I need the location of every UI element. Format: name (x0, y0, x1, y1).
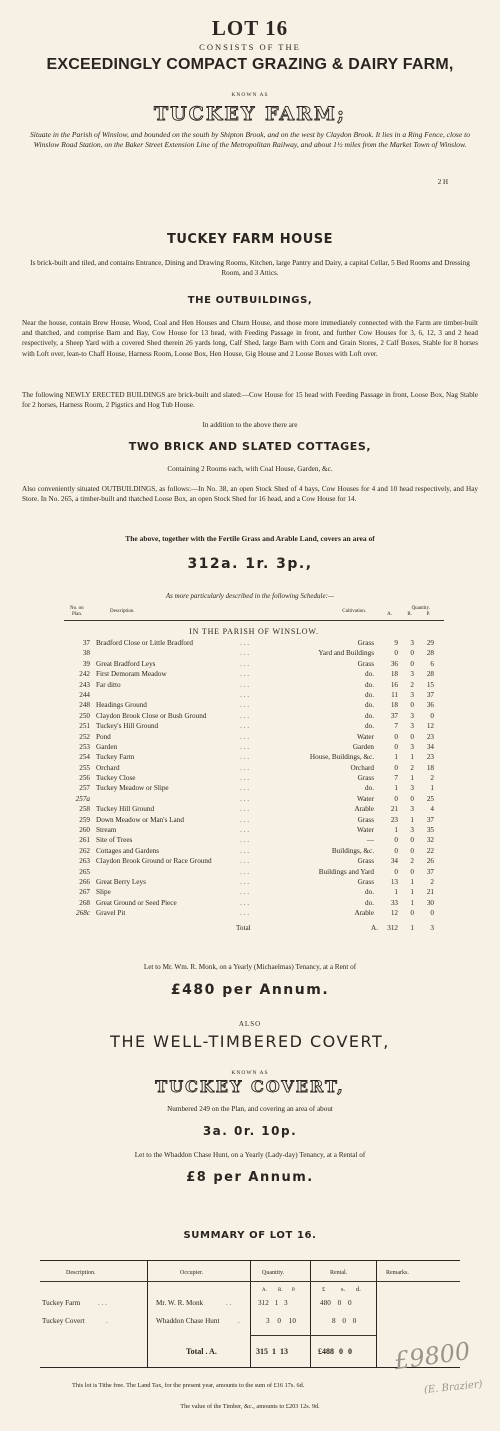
cultivation: do. (365, 888, 374, 897)
quantity-perches: 25 (426, 794, 434, 803)
quantity-roods: 1 (410, 753, 414, 762)
field-description: Site of Trees (96, 836, 133, 845)
plan-number: 255 (79, 763, 90, 772)
header-r: R. (407, 612, 412, 617)
dot-leader: . . . (240, 898, 249, 907)
cultivation: do. (365, 898, 374, 907)
sum-sub-d: d. (356, 1286, 361, 1293)
dot-leader: . . . (240, 649, 249, 658)
sum-sub-a: A. (262, 1288, 267, 1293)
covert-area: 3a. 0r. 10p. (202, 1124, 298, 1138)
quantity-roods: 3 (410, 784, 414, 793)
quantity-acres: 13 (390, 877, 398, 886)
total-area: 312a. 1r. 3p., (187, 556, 313, 572)
dot-leader: . . . (240, 805, 249, 814)
cultivation: Grass (357, 877, 374, 886)
schedule-row (64, 752, 444, 762)
sum-header-remarks: Remarks. (386, 1270, 409, 1276)
dot-leader: . . . (240, 690, 249, 699)
col-divider (310, 1261, 311, 1367)
schedule-header-rule (64, 620, 444, 621)
cultivation: Arable (354, 909, 374, 918)
sum-total-label: Total . A. (186, 1347, 217, 1356)
quantity-perches: 23 (426, 732, 434, 741)
also-outbuildings-text: Also conveniently situated OUTBUILDINGS, as follows:—In No. 38, an open Stock Shed of 4 bays, Cow Houses for 4 and 10 head respectively, and Hay Store. In No. 265, a timber-built and thatched Loose Box, an open Stock Shed for 16 head, and a Cow House for 14. (22, 485, 478, 504)
quantity-perches: 0 (430, 909, 434, 918)
farmhouse-text: Is brick-built and tiled, and contains Entrance, Dining and Drawing Rooms, Kitchen, large Pantry and Dairy, a capital Cellar, 5 Bed Rooms and Dressing Room, and 3 Attics. (30, 259, 470, 278)
page-mark: 2 H (437, 178, 448, 186)
sum-header-rental: Rental. (330, 1270, 348, 1276)
quantity-acres: 0 (394, 742, 398, 751)
schedule-row (64, 732, 444, 742)
dot-leader: . . . (98, 1299, 107, 1307)
header-cultivation: Cultivation. (342, 609, 366, 614)
known-as-label: KNOWN AS (231, 92, 269, 98)
plan-number: 263 (79, 857, 90, 866)
schedule-intro: As more particularly described in the following Schedule:— (165, 592, 335, 600)
dot-leader: . . . (240, 670, 249, 679)
quantity-perches: 37 (426, 815, 434, 824)
col-divider (250, 1261, 251, 1367)
quantity-roods: 1 (410, 815, 414, 824)
field-description: Slipe (96, 888, 111, 897)
sum-total-rental: £488 0 0 (318, 1347, 352, 1356)
dot-leader: . . . (240, 774, 249, 783)
total-a: 312 (387, 923, 398, 932)
header-description: Description. (110, 609, 135, 614)
schedule-row (64, 887, 444, 897)
plan-number: 266 (79, 877, 90, 886)
covert-known-as: KNOWN AS (231, 1070, 269, 1076)
quantity-roods: 1 (410, 774, 414, 783)
header-p: P. (426, 612, 430, 617)
plan-number: 251 (79, 722, 90, 731)
summary-subtotal-rule (250, 1335, 376, 1336)
quantity-roods: 3 (410, 805, 414, 814)
outbuildings-title: THE OUTBUILDINGS, (187, 295, 313, 306)
dot-leader: . . . (240, 784, 249, 793)
quantity-perches: 28 (426, 670, 434, 679)
dot-leader: . . . (240, 857, 249, 866)
cultivation: do. (365, 722, 374, 731)
schedule-row (64, 815, 444, 825)
quantity-perches: 35 (426, 826, 434, 835)
quantity-roods: 3 (410, 639, 414, 647)
quantity-acres: 1 (394, 753, 398, 762)
quantity-roods: 3 (410, 722, 414, 731)
quantity-perches: 30 (426, 898, 434, 907)
plan-number: 243 (79, 680, 90, 689)
cultivation: Grass (357, 857, 374, 866)
quantity-roods: 2 (410, 857, 414, 866)
quantity-perches: 6 (430, 659, 434, 668)
schedule-row (64, 690, 444, 700)
summary-title: SUMMARY OF LOT 16. (183, 1230, 317, 1241)
farm-name: TUCKEY FARM; (154, 103, 346, 125)
addition-text: In addition to the above there are (202, 421, 298, 429)
quantity-roods: 2 (410, 763, 414, 772)
sum-sub-p: P. (292, 1288, 296, 1293)
header-quantity: Quantity. (411, 606, 430, 611)
covert-let-text: Let to the Whaddon Chase Hunt, on a Yearly (Lady-day) Tenancy, at a Rental of (134, 1151, 366, 1159)
quantity-roods: 2 (410, 680, 414, 689)
field-description: Orchard (96, 763, 120, 772)
field-description: Great Bradford Leys (96, 659, 156, 668)
plan-number: 257a (75, 794, 90, 803)
cultivation: Buildings and Yard (318, 867, 374, 876)
plan-number: 257 (79, 784, 90, 793)
sum-row2-desc: Tuckey Covert (42, 1317, 85, 1325)
field-description: Stream (96, 826, 117, 835)
quantity-roods: 1 (410, 898, 414, 907)
cultivation: House, Buildings, &c. (309, 753, 374, 762)
schedule-total-row (64, 922, 444, 934)
cultivation: do. (365, 701, 374, 710)
field-description: Tuckey Meadow or Slipe (96, 784, 169, 793)
dot-leader: . . . (240, 711, 249, 720)
header-no-line1: No. on (70, 606, 84, 611)
header-a: A. (387, 612, 392, 617)
quantity-roods: 0 (410, 649, 414, 658)
total-label: Total (236, 923, 251, 932)
quantity-perches: 18 (426, 763, 434, 772)
field-description: Great Berry Leys (96, 877, 146, 886)
quantity-perches: 2 (430, 774, 434, 783)
col-divider (147, 1261, 148, 1367)
dot-leader: . . (226, 1299, 232, 1307)
schedule-row (64, 773, 444, 783)
quantity-perches: 12 (426, 722, 434, 731)
cultivation: do. (365, 690, 374, 699)
quantity-roods: 3 (410, 711, 414, 720)
quantity-roods: 0 (410, 732, 414, 741)
plan-number: 261 (79, 836, 90, 845)
schedule-rows (64, 638, 444, 919)
quantity-acres: 7 (394, 722, 398, 731)
covert-text: Numbered 249 on the Plan, and covering an area of about (167, 1105, 333, 1113)
plan-number: 268 (79, 898, 90, 907)
dot-leader: . . . (240, 680, 249, 689)
quantity-acres: 0 (394, 763, 398, 772)
schedule-row (64, 877, 444, 887)
field-description: Far ditto (96, 680, 121, 689)
schedule-row (64, 835, 444, 845)
quantity-perches: 23 (426, 753, 434, 762)
plan-number: 250 (79, 711, 90, 720)
dot-leader: . (238, 1317, 240, 1325)
field-description: Gravel Pit (96, 909, 126, 918)
sum-sub-r: R. (278, 1288, 283, 1293)
cultivation: Orchard (350, 763, 374, 772)
quantity-roods: 3 (410, 742, 414, 751)
total-r: 1 (410, 923, 414, 932)
quantity-acres: 33 (390, 898, 398, 907)
quantity-roods: 1 (410, 888, 414, 897)
quantity-perches: 37 (426, 867, 434, 876)
schedule-row (64, 669, 444, 679)
parish-heading: IN THE PARISH OF WINSLOW. (189, 627, 319, 636)
quantity-acres: 0 (394, 649, 398, 658)
quantity-roods: 0 (410, 867, 414, 876)
schedule-row (64, 638, 444, 648)
schedule-row (64, 908, 444, 918)
dot-leader: . . . (240, 815, 249, 824)
field-description: Headings Ground (96, 701, 147, 710)
quantity-roods: 0 (410, 659, 414, 668)
dot-leader: . . . (240, 836, 249, 845)
field-description: Cottages and Gardens (96, 846, 160, 855)
field-description: Tuckey Hill Ground (96, 805, 155, 814)
quantity-acres: 0 (394, 867, 398, 876)
total-prefix: A. (371, 923, 378, 932)
consists-of-label: CONSISTS OF THE (199, 42, 301, 52)
schedule-row (64, 648, 444, 658)
quantity-roods: 0 (410, 794, 414, 803)
dot-leader: . . . (240, 763, 249, 772)
dot-leader: . . . (240, 659, 249, 668)
dot-leader: . . . (240, 909, 249, 918)
plan-number: 260 (79, 826, 90, 835)
schedule-row (64, 783, 444, 793)
quantity-perches: 37 (426, 690, 434, 699)
dot-leader: . (106, 1317, 108, 1325)
quantity-perches: 29 (426, 639, 434, 647)
cultivation: do. (365, 711, 374, 720)
quantity-acres: 16 (390, 680, 398, 689)
plan-number: 37 (82, 639, 90, 647)
handwritten-buyer: (E. Brazier) (423, 1378, 484, 1397)
header-no-line2: Plan. (72, 612, 83, 617)
dot-leader: . . . (240, 639, 249, 647)
schedule-row (64, 680, 444, 690)
quantity-acres: 37 (390, 711, 398, 720)
schedule-row (64, 825, 444, 835)
schedule-row (64, 659, 444, 669)
field-description: Tuckey Farm (96, 753, 135, 762)
quantity-acres: 0 (394, 836, 398, 845)
quantity-perches: 32 (426, 836, 434, 845)
dot-leader: . . . (240, 753, 249, 762)
plan-number: 252 (79, 732, 90, 741)
schedule-row (64, 846, 444, 856)
plan-number: 254 (79, 753, 90, 762)
sum-sub-s: s. (341, 1286, 346, 1293)
field-description: Tuckey's Hill Ground (96, 722, 159, 731)
quantity-acres: 23 (390, 815, 398, 824)
quantity-roods: 3 (410, 826, 414, 835)
sum-header-quantity: Quantity. (262, 1270, 285, 1276)
quantity-roods: 1 (410, 877, 414, 886)
cottages-text: Containing 2 Rooms each, with Coal House, Garden, &c. (167, 465, 333, 473)
cultivation: Yard and Buildings (318, 649, 374, 658)
quantity-roods: 0 (410, 846, 414, 855)
plan-number: 38 (82, 649, 90, 658)
field-description: Garden (96, 742, 118, 751)
handwritten-price: £9800 (392, 1336, 472, 1376)
dot-leader: . . . (240, 888, 249, 897)
cottages-title: TWO BRICK AND SLATED COTTAGES, (128, 440, 372, 453)
plan-number: 39 (82, 659, 90, 668)
quantity-perches: 0 (430, 711, 434, 720)
schedule-row (64, 804, 444, 814)
sum-header-occupier: Occupier. (180, 1270, 204, 1276)
schedule-row (64, 794, 444, 804)
covert-name: TUCKEY COVERT, (155, 1077, 345, 1096)
field-description: Claydon Brook Close or Bush Ground (96, 711, 207, 720)
cultivation: do. (365, 680, 374, 689)
farmhouse-title: TUCKEY FARM HOUSE (166, 232, 333, 247)
cultivation: Grass (357, 639, 374, 647)
quantity-perches: 4 (430, 805, 434, 814)
quantity-perches: 1 (430, 784, 434, 793)
quantity-acres: 7 (394, 774, 398, 783)
quantity-roods: 3 (410, 670, 414, 679)
covert-title: THE WELL-TIMBERED COVERT, (110, 1032, 390, 1051)
quantity-perches: 26 (426, 857, 434, 866)
quantity-acres: 1 (394, 784, 398, 793)
dot-leader: . . . (240, 877, 249, 886)
dot-leader: . . . (240, 722, 249, 731)
quantity-acres: 18 (390, 670, 398, 679)
plan-number: 268c (76, 909, 90, 918)
dot-leader: . . . (240, 742, 249, 751)
new-buildings-text: The following NEWLY ERECTED BUILDINGS are brick-built and slated:—Cow House for 15 head with Feeding Passage in front, Loose Box, Nag Stable for 2 horses, Harness Room, 2 Pigstics and Hog Tub House. (22, 391, 478, 410)
sum-row2-qty: 3 0 10 (266, 1317, 296, 1325)
cultivation: Garden (352, 742, 374, 751)
quantity-acres: 0 (394, 732, 398, 741)
also-label: ALSO (238, 1020, 262, 1028)
plan-number: 259 (79, 815, 90, 824)
cultivation: Water (357, 732, 374, 741)
field-description: Bradford Close or Little Bradford (96, 639, 194, 647)
quantity-acres: 18 (390, 701, 398, 710)
quantity-acres: 9 (394, 639, 398, 647)
plan-number: 265 (79, 867, 90, 876)
sum-row1-qty: 312 1 3 (258, 1299, 288, 1307)
schedule-row (64, 898, 444, 908)
quantity-acres: 34 (390, 857, 398, 866)
quantity-acres: 1 (394, 888, 398, 897)
sum-row1-desc: Tuckey Farm (42, 1299, 81, 1307)
quantity-acres: 0 (394, 794, 398, 803)
quantity-acres: 1 (394, 826, 398, 835)
cultivation: Grass (357, 815, 374, 824)
field-description: Claydon Brook Ground or Race Ground (96, 857, 212, 866)
total-p: 3 (430, 923, 434, 932)
schedule-row (64, 700, 444, 710)
schedule-row (64, 711, 444, 721)
cultivation: Water (357, 826, 374, 835)
summary-header-rule (40, 1281, 460, 1282)
cultivation: Grass (357, 659, 374, 668)
cultivation: — (366, 836, 374, 845)
quantity-perches: 22 (426, 846, 434, 855)
covert-rent: £8 per Annum. (186, 1170, 314, 1185)
field-description: Pond (96, 732, 111, 741)
plan-number: 256 (79, 774, 90, 783)
cultivation: Water (357, 794, 374, 803)
plan-number: 262 (79, 846, 90, 855)
sum-total-qty: 315 1 13 (256, 1347, 288, 1356)
dot-leader: . . . (240, 794, 249, 803)
sum-row1-occupier: Mr. W. R. Monk (156, 1299, 204, 1307)
plan-number: 267 (79, 888, 90, 897)
quantity-perches: 28 (426, 649, 434, 658)
quantity-roods: 0 (410, 909, 414, 918)
field-description: First Demoram Meadow (96, 670, 167, 679)
plan-number: 248 (79, 701, 90, 710)
schedule-row (64, 742, 444, 752)
quantity-roods: 3 (410, 690, 414, 699)
lot-number: LOT 16 (211, 16, 289, 40)
schedule-table (64, 606, 444, 934)
plan-number: 253 (79, 742, 90, 751)
quantity-acres: 36 (390, 659, 398, 668)
sum-header-description: Description. (66, 1270, 96, 1276)
schedule-row (64, 763, 444, 773)
field-description: Great Ground or Seed Piece (96, 898, 177, 907)
quantity-perches: 34 (426, 742, 434, 751)
quantity-perches: 36 (426, 701, 434, 710)
quantity-perches: 2 (430, 877, 434, 886)
dot-leader: . . . (240, 701, 249, 710)
cultivation: do. (365, 784, 374, 793)
sum-sub-l: £ (322, 1286, 326, 1293)
plan-number: 244 (79, 690, 90, 699)
sum-row2-rental: 8 0 0 (332, 1317, 357, 1325)
plan-number: 258 (79, 805, 90, 814)
cultivation: Buildings, &c. (331, 846, 374, 855)
quantity-acres: 21 (390, 805, 398, 814)
outbuildings-text: Near the house, contain Brew House, Wood, Coal and Hen Houses and Churn House, and those more immediately connected with the Farm are timber-built and thatched, and comprise Barn and Bay, Cow House for 13 head, with Feeding Passage in front, and further Cow Houses for 3, 6, 12, 3 and 2 head respectively, a Sheep Yard with a covered Shed therein 26 yards long, Calf Shed, large Barn with Corn and Grain Stores, 2 Calf Boxes, Stable for 8 horses with Loft over, lean-to Chaff House, Harness Room, Loose Box, Hen House, Gig House and 2 Loose Boxes with Loft over. (22, 319, 478, 358)
schedule-header (64, 606, 444, 624)
farm-title: EXCEEDINGLY COMPACT GRAZING & DAIRY FARM, (46, 56, 454, 73)
quantity-roods: 0 (410, 836, 414, 845)
rent-amount: £480 per Annum. (170, 982, 330, 998)
cultivation: do. (365, 670, 374, 679)
quantity-roods: 0 (410, 701, 414, 710)
area-intro: The above, together with the Fertile Grass and Arable Land, covers an area of (125, 534, 375, 543)
cultivation: Grass (357, 774, 374, 783)
let-text: Let to Mr. Wm. R. Monk, on a Yearly (Michaelmas) Tenancy, at a Rent of (143, 963, 357, 971)
dot-leader: . . . (240, 846, 249, 855)
schedule-row (64, 867, 444, 877)
quantity-acres: 12 (390, 909, 398, 918)
schedule-row (64, 721, 444, 731)
quantity-acres: 0 (394, 846, 398, 855)
situation-text: Situate in the Parish of Winslow, and bounded on the south by Shipton Brook, and on the west by Claydon Brook. It lies in a Ring Fence, close to Winslow Road Station, on the Baker Street Extension Line of the Metropolitan Railway, and about 1½ miles from the Market Town of Winslow. (29, 130, 471, 149)
quantity-acres: 11 (391, 690, 398, 699)
col-divider (376, 1261, 377, 1367)
sum-row1-rental: 480 0 0 (320, 1299, 352, 1307)
field-description: Down Meadow or Man's Land (96, 815, 184, 824)
sum-row2-occupier: Whaddon Chase Hunt (156, 1317, 220, 1325)
quantity-perches: 21 (426, 888, 434, 897)
tithe-text: This lot is Tithe free. The Land Tax, for the present year, amounts to the sum of £16 17s. 6d. (72, 1382, 305, 1389)
plan-number: 242 (79, 670, 90, 679)
quantity-perches: 15 (426, 680, 434, 689)
dot-leader: . . . (240, 867, 249, 876)
cultivation: Arable (354, 805, 374, 814)
schedule-row (64, 856, 444, 866)
field-description: Tuckey Close (96, 774, 136, 783)
timber-text: The value of the Timber, &c., amounts to £203 12s. 9d. (180, 1403, 320, 1410)
dot-leader: . . . (240, 826, 249, 835)
dot-leader: . . . (240, 732, 249, 741)
